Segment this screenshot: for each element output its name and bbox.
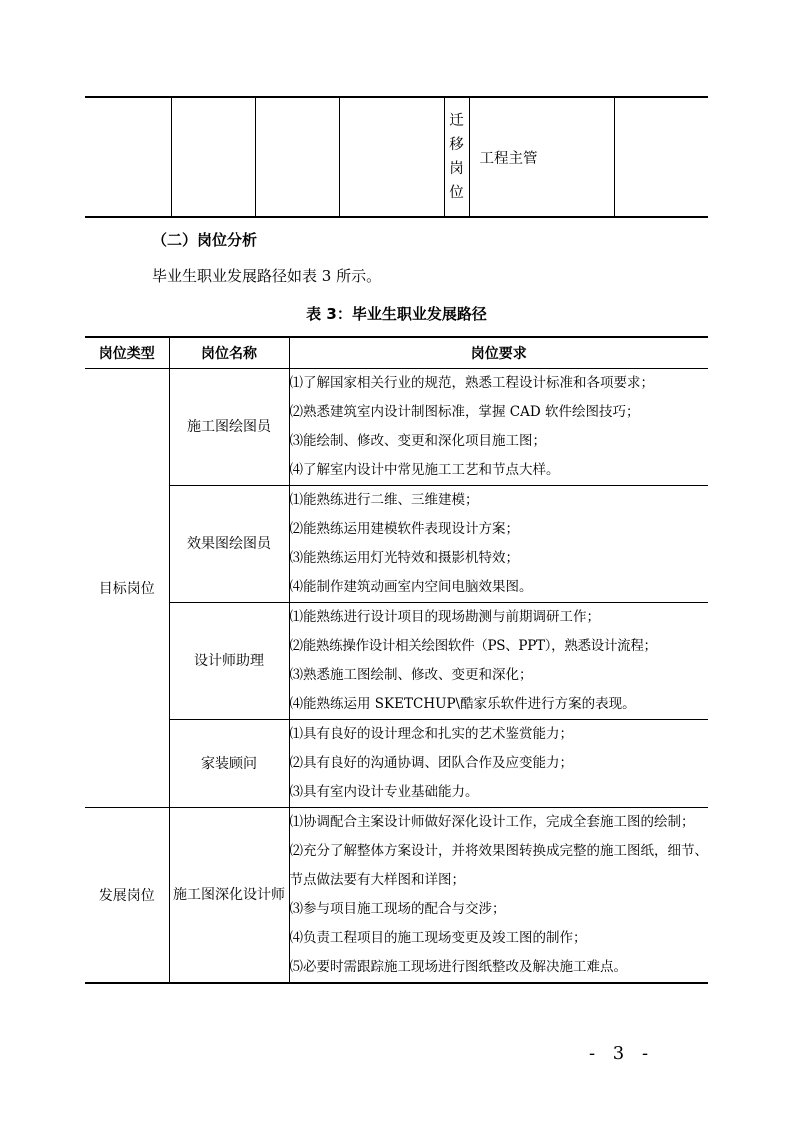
empty-cell [339,97,444,217]
requirement-item: ⑵具有良好的沟通协调、团队合作及应变能力； [289,755,573,771]
requirement-item: ⑴能熟练进行二维、三维建模； [289,492,479,508]
role-name: 设计师助理 [169,603,289,720]
requirements-cell [289,808,708,984]
role-name: 施工图深化设计师 [169,808,289,984]
requirements-cell [289,369,708,486]
type-cell: 目标岗位 [85,369,169,808]
requirement-item: ⑵充分了解整体方案设计，并将效果图转换成完整的施工图纸，细节、节点做法要有大样图和详图； [289,843,708,888]
requirement-item: ⑵能熟练运用建模软件表现设计方案； [289,521,519,537]
empty-cell [255,97,339,217]
header-requirements: 岗位要求 [289,337,708,369]
role-name: 效果图绘图员 [169,486,289,603]
empty-cell [614,97,708,217]
section-paragraph: 毕业生职业发展路径如表 3 所示。 [152,267,382,285]
vertical-label: 迁移岗位 [449,113,464,201]
requirement-item: ⑶熟悉施工图绘制、修改、变更和深化； [289,667,533,683]
role-name: 家装顾问 [169,720,289,808]
requirement-item: ⑴了解国家相关行业的规范，熟悉工程设计标准和各项要求； [289,375,654,391]
empty-cell [85,97,171,217]
page-number: - 3 - [589,1043,655,1064]
table-row [85,808,708,984]
table-row [85,486,708,603]
section-heading: （二）岗位分析 [152,231,258,249]
table-header-row [85,337,708,369]
requirement-item: ⑴协调配合主案设计师做好深化设计工作，完成全套施工图的绘制； [289,814,695,830]
requirement-item: ⑷能制作建筑动画室内空间电脑效果图。 [289,579,533,595]
table-row [85,720,708,808]
career-path-table [85,336,708,984]
table-caption: 表 3：毕业生职业发展路径 [306,305,487,323]
requirement-item: ⑵能熟练操作设计相关绘图软件（PS、PPT），熟悉设计流程； [289,638,657,654]
requirements-cell [289,603,708,720]
continuation-table [85,96,708,218]
requirement-item: ⑸必要时需跟踪施工现场进行图纸整改及解决施工难点。 [289,959,627,975]
vertical-label-cell [444,97,469,217]
requirement-item: ⑶参与项目施工现场的配合与交涉； [289,901,506,917]
requirement-item: ⑴能熟练进行设计项目的现场勘测与前期调研工作； [289,609,600,625]
header-name: 岗位名称 [169,337,289,369]
requirement-item: ⑶能绘制、修改、变更和深化项目施工图； [289,433,546,449]
requirement-item: ⑶具有室内设计专业基础能力。 [289,784,479,800]
table-row [85,603,708,720]
empty-cell [171,97,255,217]
requirement-item: ⑴具有良好的设计理念和扎实的艺术鉴赏能力； [289,726,573,742]
requirement-item: ⑵熟悉建筑室内设计制图标准，掌握 CAD 软件绘图技巧； [289,404,640,420]
table-row [85,97,708,217]
position-cell [469,97,614,217]
requirements-cell [289,720,708,808]
requirement-item: ⑷能熟练运用 SKETCHUP\酷家乐软件进行方案的表现。 [289,696,636,712]
table-row [85,369,708,486]
type-cell: 发展岗位 [85,808,169,984]
header-type: 岗位类型 [85,337,169,369]
requirements-cell [289,486,708,603]
requirement-item: ⑶能熟练运用灯光特效和摄影机特效； [289,550,519,566]
position-text: 工程主管 [479,150,538,167]
requirement-item: ⑷了解室内设计中常见施工工艺和节点大样。 [289,462,560,478]
role-name: 施工图绘图员 [169,369,289,486]
requirement-item: ⑷负责工程项目的施工现场变更及竣工图的制作； [289,930,587,946]
